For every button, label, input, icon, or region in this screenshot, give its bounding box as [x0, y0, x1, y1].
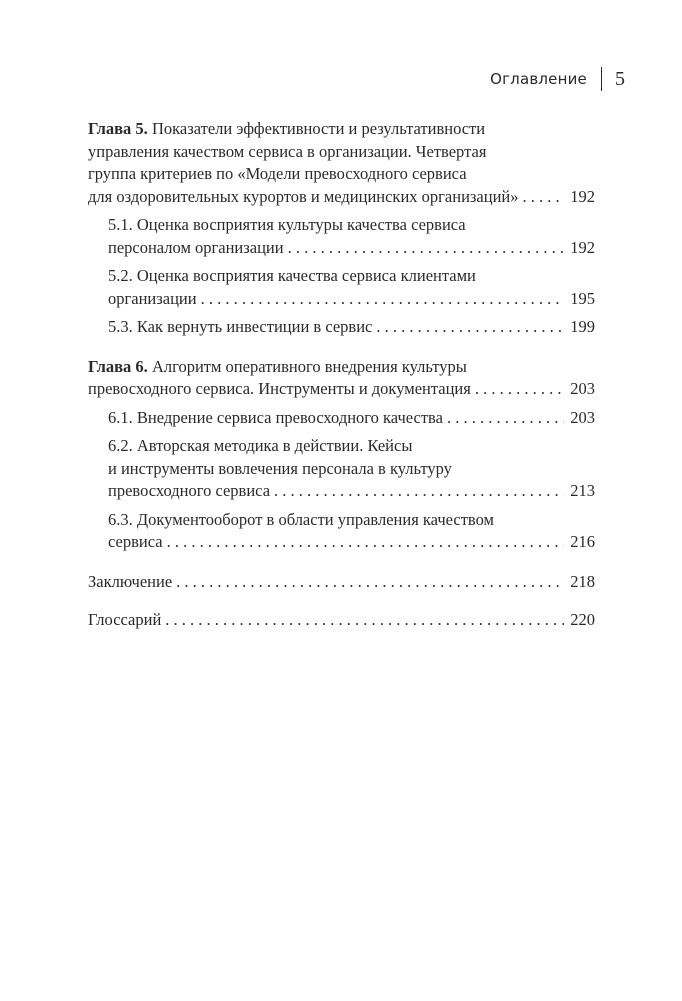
- header-divider: [601, 67, 602, 91]
- section-6-3-entry[interactable]: [108, 509, 595, 554]
- section-5-3-leader-line: [108, 316, 595, 339]
- dot-leader: [176, 571, 564, 594]
- chapter-6-line-1: [88, 356, 595, 379]
- conclusion-page: 218: [570, 571, 595, 591]
- dot-leader: [288, 237, 565, 260]
- section-5-3-page: 199: [570, 317, 595, 336]
- chapter-6-title-line-2: превосходного сервиса. Инструменты и документация: [88, 379, 471, 398]
- dot-leader: [475, 378, 564, 401]
- section-5-2-leader-line: [108, 288, 595, 311]
- chapter-5-title-line-2: управления качеством сервиса в организации. Четвертая: [88, 141, 487, 161]
- section-5-3-entry[interactable]: [108, 316, 595, 339]
- chapter-6-label: Глава 6.: [88, 356, 148, 376]
- section-6-1-entry[interactable]: [108, 407, 595, 430]
- section-6-3-line-1: 6.3. Документооборот в области управления качеством: [108, 509, 494, 529]
- section-6-1-page: 203: [570, 407, 595, 427]
- dot-leader: [447, 407, 564, 430]
- section-title: Оглавление: [490, 70, 587, 88]
- dot-leader: [274, 480, 564, 503]
- chapter-6-page: 203: [570, 379, 595, 398]
- chapter-5-title-line-1: Показатели эффективности и результативности: [151, 119, 486, 138]
- section-6-2-entry[interactable]: [108, 435, 595, 503]
- chapter-6-title-line-1: Алгоритм оперативного внедрения культуры: [151, 356, 467, 376]
- dot-leader: [376, 316, 564, 339]
- chapter-5-line-1: [88, 118, 595, 141]
- chapter-6-title-entry[interactable]: [88, 356, 595, 401]
- section-6-1-last-line: 6.1. Внедрение сервиса превосходного качества: [108, 407, 443, 427]
- section-6-2-leader-line: [108, 480, 595, 503]
- chapter-5-leader-line: [88, 186, 595, 209]
- section-6-1-leader-line: [108, 407, 595, 430]
- section-5-1-line-1: 5.1. Оценка восприятия культуры качества сервиса: [108, 215, 466, 234]
- section-6-3-leader-line: [108, 531, 595, 554]
- glossary-label: Глоссарий: [88, 610, 162, 629]
- section-5-2-last-line: организации: [108, 288, 197, 308]
- section-6-2-line-1: 6.2. Авторская методика в действии. Кейсы: [108, 436, 413, 455]
- dot-leader: [165, 609, 564, 632]
- section-6-3-last-line: сервиса: [108, 532, 163, 551]
- glossary-page: 220: [570, 610, 595, 629]
- section-5-1-entry[interactable]: [108, 214, 595, 259]
- glossary-leader-line: [88, 609, 595, 632]
- dot-leader: [522, 186, 564, 209]
- chapter-5-page: 192: [570, 186, 595, 206]
- section-6-3-page: 216: [570, 532, 595, 551]
- dot-leader: [201, 288, 565, 311]
- chapter-6-leader-line: [88, 378, 595, 401]
- section-6-2-last-line: превосходного сервиса: [108, 481, 271, 500]
- conclusion-leader-line: [88, 571, 595, 594]
- section-5-1-page: 192: [570, 237, 595, 257]
- page-number: 5: [615, 67, 625, 90]
- running-header: [490, 66, 625, 92]
- chapter-5-title-line-4: для оздоровительных курортов и медицинских организаций»: [88, 186, 519, 206]
- chapter-5: [88, 118, 595, 339]
- section-5-1-last-line: персоналом организации: [108, 237, 284, 257]
- section-5-2-entry[interactable]: [108, 265, 595, 310]
- section-5-1-leader-line: [108, 237, 595, 260]
- section-5-2-page: 195: [570, 288, 595, 308]
- conclusion-label: Заключение: [88, 571, 173, 591]
- dot-leader: [167, 531, 565, 554]
- section-6-2-page: 213: [570, 481, 595, 500]
- section-5-3-last-line: 5.3. Как вернуть инвестиции в сервис: [108, 317, 373, 336]
- chapter-6: [88, 356, 595, 554]
- chapter-5-title-entry[interactable]: [88, 118, 595, 208]
- conclusion-entry[interactable]: [88, 571, 595, 594]
- chapter-5-title-line-3: группа критериев по «Модели превосходного сервиса: [88, 164, 467, 183]
- section-6-2-line-2: и инструменты вовлечения персонала в культуру: [108, 458, 452, 478]
- table-of-contents: [88, 118, 595, 648]
- glossary-entry[interactable]: [88, 609, 595, 632]
- chapter-5-label: Глава 5.: [88, 119, 148, 138]
- section-5-2-line-1: 5.2. Оценка восприятия качества сервиса клиентами: [108, 266, 476, 285]
